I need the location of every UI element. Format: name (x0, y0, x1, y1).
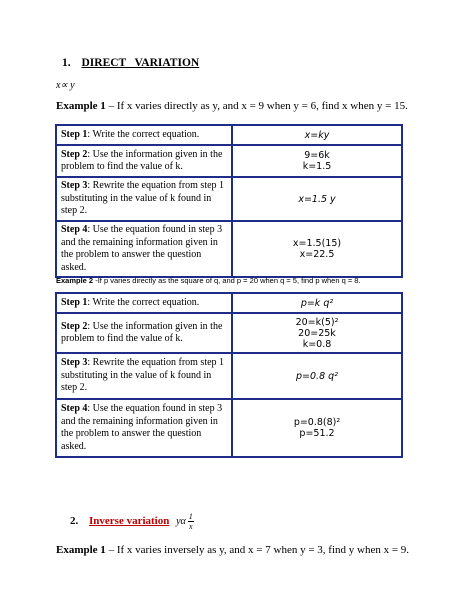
math-cell (232, 399, 402, 457)
step-text: : Rewrite the equation from step 1 substituting in the value of k found in step 2. (61, 180, 225, 217)
step-cell (56, 293, 232, 313)
step-label: Step 4 (61, 403, 88, 414)
step-label: Step 2 (61, 148, 88, 160)
table-row (56, 293, 402, 313)
math-line: p=k q² (300, 297, 334, 309)
example-inverse-1-text: – If x varies inversely as y, and x = 7 when y = 3, find y when x = 9. (105, 544, 410, 556)
math-cell (232, 293, 402, 313)
table-row (56, 145, 402, 177)
step-label: Step 1 (61, 296, 88, 308)
step-text: : Use the information given in the problem to find the value of k. (61, 320, 223, 344)
step-cell (56, 399, 232, 457)
math-cell (232, 125, 402, 145)
example-2 (56, 276, 361, 285)
math-line: k=1.5 (302, 161, 332, 172)
math-line: 20=k(5)² (295, 316, 339, 328)
step-label: Step 1 (61, 128, 88, 140)
table-row (56, 399, 402, 457)
example-inverse-1-label: Example 1 (56, 544, 106, 556)
example-1-text: – If x varies directly as y, and x = 9 when y = 6, find x when y = 15. (105, 100, 408, 112)
math-line: p=51.2 (299, 428, 335, 439)
step-label: Step 3 (61, 180, 88, 192)
steps-table-2 (55, 292, 403, 458)
section-2-number: 2. (70, 515, 79, 528)
section-1-heading (62, 57, 199, 69)
math-line: x=1.5(15) (292, 238, 342, 249)
example-inverse-1 (56, 544, 409, 556)
step-cell (56, 145, 232, 177)
math-line: x=ky (304, 129, 330, 141)
inverse-fraction (188, 512, 194, 531)
section-1-number: 1. (62, 57, 71, 69)
step-label: Step 3 (61, 357, 88, 369)
step-text: : Use the information given in the problem to find the value of k. (61, 148, 223, 172)
step-label: Step 4 (61, 224, 88, 235)
example-1-label: Example 1 (56, 100, 106, 112)
math-line: 20=25k (298, 327, 336, 339)
steps-table-1 (55, 124, 403, 278)
math-line: x=22.5 (299, 249, 335, 260)
math-cell (232, 177, 402, 221)
step-cell (56, 125, 232, 145)
step-text: : Write the correct equation. (87, 296, 200, 308)
step-text: : Rewrite the equation from step 1 substituting in the value of k found in step 2. (61, 357, 225, 394)
section-2-heading (70, 512, 194, 531)
example-1 (56, 100, 408, 112)
section-1-title: DIRECT VARIATION (81, 57, 200, 69)
fraction-denominator: x (189, 522, 193, 531)
math-cell (232, 353, 402, 399)
example-2-label: Example 2 (56, 276, 94, 285)
step-text: : Use the equation found in step 3 and the remaining information given in the problem to answer the question asked. (61, 403, 223, 452)
example-2-text: -If p varies directly as the square of q, and p = 20 when q = 5, find p when q = 8. (93, 276, 361, 285)
step-cell (56, 353, 232, 399)
math-cell (232, 221, 402, 277)
math-line: x=1.5 y (298, 193, 336, 205)
math-line: p=0.8 q² (296, 370, 338, 382)
step-cell (56, 221, 232, 277)
table-row (56, 353, 402, 399)
section-2-title: Inverse variation (89, 515, 170, 528)
step-cell (56, 313, 232, 353)
step-cell (56, 177, 232, 221)
math-line: 9=6k (304, 150, 330, 161)
table-row (56, 125, 402, 145)
math-line: k=0.8 (302, 338, 332, 350)
table-row (56, 313, 402, 353)
fraction-numerator: 1 (188, 512, 193, 521)
table-row (56, 221, 402, 277)
step-text: : Use the equation found in step 3 and the remaining information given in the problem to answer the question asked. (61, 224, 223, 273)
math-line: p=0.8(8)² (293, 417, 341, 428)
math-cell (232, 313, 402, 353)
step-text: : Write the correct equation. (87, 128, 200, 140)
table-row (56, 177, 402, 221)
inverse-relation-prefix: yα (176, 516, 186, 528)
step-label: Step 2 (61, 320, 88, 332)
math-cell (232, 145, 402, 177)
direct-proportion-notation: x∝ y (56, 80, 75, 91)
